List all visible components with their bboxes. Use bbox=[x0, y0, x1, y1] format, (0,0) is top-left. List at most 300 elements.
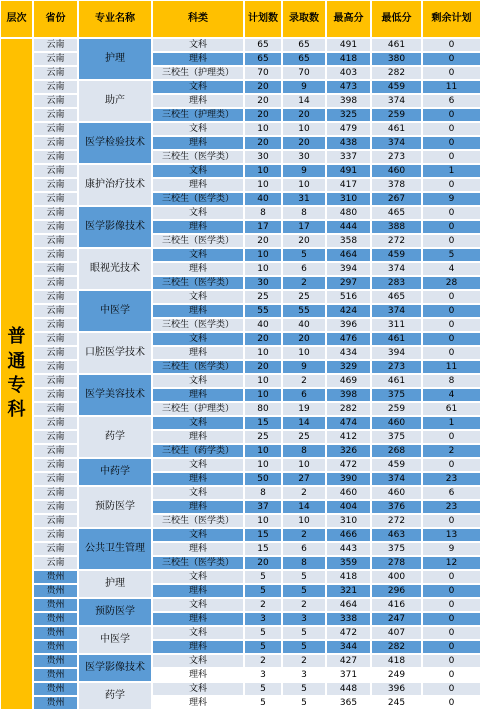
cell-province: 云南 bbox=[33, 164, 78, 178]
cell-remaining: 0 bbox=[422, 234, 481, 248]
cell-major: 药学 bbox=[78, 416, 152, 458]
cell-remaining: 0 bbox=[422, 626, 481, 640]
level-char: 通 bbox=[7, 350, 26, 372]
cell-max: 404 bbox=[326, 500, 371, 514]
cell-max: 398 bbox=[326, 388, 371, 402]
cell-admitted: 19 bbox=[282, 402, 326, 416]
cell-remaining: 4 bbox=[422, 262, 481, 276]
cell-admitted: 5 bbox=[282, 626, 326, 640]
cell-min: 296 bbox=[371, 584, 422, 598]
cell-province: 云南 bbox=[33, 318, 78, 332]
cell-remaining: 5 bbox=[422, 248, 481, 262]
cell-max: 464 bbox=[326, 598, 371, 612]
cell-province: 云南 bbox=[33, 136, 78, 150]
cell-plan: 25 bbox=[244, 430, 282, 444]
cell-admitted: 6 bbox=[282, 262, 326, 276]
cell-province: 云南 bbox=[33, 444, 78, 458]
cell-remaining: 1 bbox=[422, 416, 481, 430]
cell-admitted: 10 bbox=[282, 458, 326, 472]
cell-plan: 20 bbox=[244, 108, 282, 122]
header-admitted: 录取数 bbox=[282, 0, 326, 38]
cell-min: 461 bbox=[371, 38, 422, 52]
cell-admitted: 9 bbox=[282, 80, 326, 94]
cell-max: 398 bbox=[326, 94, 371, 108]
cell-category: 文科 bbox=[152, 332, 244, 346]
cell-province: 云南 bbox=[33, 430, 78, 444]
cell-province: 云南 bbox=[33, 402, 78, 416]
cell-category: 文科 bbox=[152, 486, 244, 500]
header-major: 专业名称 bbox=[78, 0, 152, 38]
cell-major: 预防医学 bbox=[78, 598, 152, 626]
cell-min: 407 bbox=[371, 626, 422, 640]
cell-max: 344 bbox=[326, 640, 371, 654]
cell-max: 321 bbox=[326, 584, 371, 598]
cell-plan: 10 bbox=[244, 164, 282, 178]
cell-province: 云南 bbox=[33, 416, 78, 430]
level-char: 科 bbox=[7, 399, 26, 421]
cell-plan: 15 bbox=[244, 542, 282, 556]
cell-admitted: 6 bbox=[282, 542, 326, 556]
cell-min: 465 bbox=[371, 206, 422, 220]
cell-remaining: 9 bbox=[422, 542, 481, 556]
cell-max: 329 bbox=[326, 360, 371, 374]
cell-admitted: 20 bbox=[282, 108, 326, 122]
cell-remaining: 28 bbox=[422, 276, 481, 290]
cell-plan: 37 bbox=[244, 500, 282, 514]
cell-min: 272 bbox=[371, 234, 422, 248]
cell-admitted: 8 bbox=[282, 206, 326, 220]
cell-plan: 3 bbox=[244, 668, 282, 682]
cell-category: 文科 bbox=[152, 206, 244, 220]
cell-category: 三校生（医学类） bbox=[152, 234, 244, 248]
cell-major: 公共卫生管理 bbox=[78, 528, 152, 570]
cell-admitted: 2 bbox=[282, 374, 326, 388]
header-plan: 计划数 bbox=[244, 0, 282, 38]
cell-category: 理科 bbox=[152, 472, 244, 486]
cell-admitted: 20 bbox=[282, 234, 326, 248]
cell-max: 516 bbox=[326, 290, 371, 304]
cell-category: 理科 bbox=[152, 136, 244, 150]
cell-province: 云南 bbox=[33, 192, 78, 206]
cell-remaining: 0 bbox=[422, 654, 481, 668]
cell-remaining: 0 bbox=[422, 346, 481, 360]
cell-category: 文科 bbox=[152, 458, 244, 472]
cell-plan: 10 bbox=[244, 514, 282, 528]
cell-category: 理科 bbox=[152, 220, 244, 234]
cell-max: 469 bbox=[326, 374, 371, 388]
cell-min: 282 bbox=[371, 66, 422, 80]
cell-remaining: 0 bbox=[422, 458, 481, 472]
cell-plan: 25 bbox=[244, 290, 282, 304]
level-char: 专 bbox=[7, 375, 26, 396]
cell-remaining: 0 bbox=[422, 640, 481, 654]
cell-remaining: 2 bbox=[422, 444, 481, 458]
cell-plan: 10 bbox=[244, 262, 282, 276]
cell-plan: 10 bbox=[244, 122, 282, 136]
cell-max: 418 bbox=[326, 52, 371, 66]
cell-admitted: 65 bbox=[282, 52, 326, 66]
cell-max: 365 bbox=[326, 696, 371, 710]
header-remaining: 剩余计划 bbox=[422, 0, 481, 38]
level-cell bbox=[0, 38, 33, 710]
cell-province: 贵州 bbox=[33, 626, 78, 640]
cell-min: 461 bbox=[371, 374, 422, 388]
cell-remaining: 0 bbox=[422, 108, 481, 122]
cell-major: 医学影像技术 bbox=[78, 206, 152, 248]
cell-max: 491 bbox=[326, 38, 371, 52]
cell-plan: 20 bbox=[244, 556, 282, 570]
cell-province: 云南 bbox=[33, 514, 78, 528]
cell-min: 247 bbox=[371, 612, 422, 626]
cell-province: 云南 bbox=[33, 52, 78, 66]
cell-major: 护理 bbox=[78, 38, 152, 80]
cell-category: 理科 bbox=[152, 304, 244, 318]
cell-plan: 70 bbox=[244, 66, 282, 80]
cell-admitted: 9 bbox=[282, 164, 326, 178]
cell-admitted: 8 bbox=[282, 556, 326, 570]
cell-category: 文科 bbox=[152, 570, 244, 584]
cell-plan: 10 bbox=[244, 374, 282, 388]
cell-min: 375 bbox=[371, 388, 422, 402]
cell-admitted: 3 bbox=[282, 668, 326, 682]
cell-major: 护理 bbox=[78, 570, 152, 598]
cell-max: 448 bbox=[326, 682, 371, 696]
cell-plan: 40 bbox=[244, 318, 282, 332]
cell-admitted: 5 bbox=[282, 696, 326, 710]
cell-min: 394 bbox=[371, 346, 422, 360]
cell-remaining: 12 bbox=[422, 556, 481, 570]
cell-remaining: 1 bbox=[422, 164, 481, 178]
cell-remaining: 0 bbox=[422, 430, 481, 444]
cell-province: 云南 bbox=[33, 556, 78, 570]
cell-plan: 10 bbox=[244, 178, 282, 192]
cell-admitted: 5 bbox=[282, 682, 326, 696]
cell-province: 云南 bbox=[33, 374, 78, 388]
cell-category: 理科 bbox=[152, 612, 244, 626]
cell-remaining: 0 bbox=[422, 206, 481, 220]
cell-province: 云南 bbox=[33, 458, 78, 472]
cell-category: 三校生（医学类） bbox=[152, 192, 244, 206]
header-min: 最低分 bbox=[371, 0, 422, 38]
cell-admitted: 2 bbox=[282, 486, 326, 500]
cell-category: 三校生（医学类） bbox=[152, 276, 244, 290]
cell-remaining: 0 bbox=[422, 52, 481, 66]
cell-max: 460 bbox=[326, 486, 371, 500]
cell-max: 418 bbox=[326, 570, 371, 584]
cell-admitted: 14 bbox=[282, 500, 326, 514]
cell-min: 374 bbox=[371, 304, 422, 318]
cell-major: 医学美容技术 bbox=[78, 374, 152, 416]
cell-category: 文科 bbox=[152, 416, 244, 430]
cell-remaining: 11 bbox=[422, 360, 481, 374]
cell-plan: 2 bbox=[244, 654, 282, 668]
header-max: 最高分 bbox=[326, 0, 371, 38]
cell-province: 贵州 bbox=[33, 654, 78, 668]
cell-admitted: 25 bbox=[282, 430, 326, 444]
cell-province: 云南 bbox=[33, 276, 78, 290]
cell-plan: 5 bbox=[244, 626, 282, 640]
cell-min: 375 bbox=[371, 430, 422, 444]
cell-category: 三校生（护理类） bbox=[152, 402, 244, 416]
cell-province: 贵州 bbox=[33, 584, 78, 598]
cell-category: 三校生（医学类） bbox=[152, 360, 244, 374]
cell-remaining: 0 bbox=[422, 122, 481, 136]
cell-min: 378 bbox=[371, 178, 422, 192]
cell-remaining: 0 bbox=[422, 696, 481, 710]
cell-admitted: 40 bbox=[282, 318, 326, 332]
cell-max: 338 bbox=[326, 612, 371, 626]
cell-remaining: 0 bbox=[422, 570, 481, 584]
cell-major: 医学检验技术 bbox=[78, 122, 152, 164]
cell-plan: 5 bbox=[244, 640, 282, 654]
cell-plan: 15 bbox=[244, 416, 282, 430]
cell-province: 云南 bbox=[33, 332, 78, 346]
cell-min: 267 bbox=[371, 192, 422, 206]
cell-category: 文科 bbox=[152, 626, 244, 640]
cell-admitted: 5 bbox=[282, 248, 326, 262]
cell-max: 464 bbox=[326, 248, 371, 262]
header-category: 科类 bbox=[152, 0, 244, 38]
cell-province: 云南 bbox=[33, 304, 78, 318]
cell-min: 259 bbox=[371, 402, 422, 416]
cell-remaining: 0 bbox=[422, 612, 481, 626]
cell-remaining: 11 bbox=[422, 80, 481, 94]
cell-max: 444 bbox=[326, 220, 371, 234]
cell-province: 云南 bbox=[33, 108, 78, 122]
cell-plan: 20 bbox=[244, 94, 282, 108]
cell-min: 396 bbox=[371, 682, 422, 696]
cell-province: 贵州 bbox=[33, 570, 78, 584]
cell-admitted: 10 bbox=[282, 346, 326, 360]
cell-admitted: 65 bbox=[282, 38, 326, 52]
cell-plan: 5 bbox=[244, 584, 282, 598]
cell-province: 云南 bbox=[33, 206, 78, 220]
cell-admitted: 55 bbox=[282, 304, 326, 318]
cell-min: 273 bbox=[371, 360, 422, 374]
cell-max: 480 bbox=[326, 206, 371, 220]
cell-min: 380 bbox=[371, 52, 422, 66]
cell-admitted: 27 bbox=[282, 472, 326, 486]
cell-plan: 10 bbox=[244, 388, 282, 402]
cell-admitted: 5 bbox=[282, 570, 326, 584]
cell-plan: 10 bbox=[244, 444, 282, 458]
cell-category: 三校生（医学类） bbox=[152, 556, 244, 570]
cell-category: 理科 bbox=[152, 388, 244, 402]
cell-category: 三校生（药学类） bbox=[152, 444, 244, 458]
cell-admitted: 2 bbox=[282, 598, 326, 612]
cell-max: 325 bbox=[326, 108, 371, 122]
cell-min: 459 bbox=[371, 80, 422, 94]
cell-admitted: 31 bbox=[282, 192, 326, 206]
cell-min: 463 bbox=[371, 528, 422, 542]
cell-min: 273 bbox=[371, 150, 422, 164]
cell-admitted: 2 bbox=[282, 528, 326, 542]
cell-min: 461 bbox=[371, 122, 422, 136]
cell-remaining: 23 bbox=[422, 500, 481, 514]
cell-remaining: 9 bbox=[422, 192, 481, 206]
cell-plan: 55 bbox=[244, 304, 282, 318]
cell-plan: 65 bbox=[244, 38, 282, 52]
cell-province: 贵州 bbox=[33, 696, 78, 710]
cell-max: 474 bbox=[326, 416, 371, 430]
cell-admitted: 30 bbox=[282, 150, 326, 164]
cell-min: 249 bbox=[371, 668, 422, 682]
cell-min: 460 bbox=[371, 486, 422, 500]
cell-category: 理科 bbox=[152, 500, 244, 514]
cell-max: 337 bbox=[326, 150, 371, 164]
header-province: 省份 bbox=[33, 0, 78, 38]
cell-admitted: 14 bbox=[282, 94, 326, 108]
cell-plan: 5 bbox=[244, 570, 282, 584]
cell-remaining: 0 bbox=[422, 332, 481, 346]
cell-admitted: 14 bbox=[282, 416, 326, 430]
cell-province: 云南 bbox=[33, 346, 78, 360]
cell-admitted: 2 bbox=[282, 276, 326, 290]
cell-max: 326 bbox=[326, 444, 371, 458]
cell-plan: 20 bbox=[244, 80, 282, 94]
cell-category: 文科 bbox=[152, 164, 244, 178]
cell-category: 三校生（护理类） bbox=[152, 66, 244, 80]
cell-plan: 20 bbox=[244, 234, 282, 248]
cell-plan: 10 bbox=[244, 458, 282, 472]
cell-admitted: 20 bbox=[282, 136, 326, 150]
cell-max: 358 bbox=[326, 234, 371, 248]
cell-category: 理科 bbox=[152, 430, 244, 444]
cell-min: 400 bbox=[371, 570, 422, 584]
cell-plan: 20 bbox=[244, 136, 282, 150]
cell-min: 388 bbox=[371, 220, 422, 234]
cell-category: 文科 bbox=[152, 682, 244, 696]
cell-category: 文科 bbox=[152, 528, 244, 542]
cell-remaining: 0 bbox=[422, 514, 481, 528]
cell-plan: 50 bbox=[244, 472, 282, 486]
cell-major: 口腔医学技术 bbox=[78, 332, 152, 374]
cell-plan: 5 bbox=[244, 696, 282, 710]
cell-category: 文科 bbox=[152, 374, 244, 388]
cell-category: 文科 bbox=[152, 248, 244, 262]
cell-max: 297 bbox=[326, 276, 371, 290]
cell-admitted: 2 bbox=[282, 654, 326, 668]
cell-admitted: 10 bbox=[282, 514, 326, 528]
cell-min: 461 bbox=[371, 332, 422, 346]
cell-plan: 8 bbox=[244, 206, 282, 220]
cell-max: 479 bbox=[326, 122, 371, 136]
cell-remaining: 0 bbox=[422, 38, 481, 52]
cell-remaining: 0 bbox=[422, 584, 481, 598]
cell-province: 云南 bbox=[33, 486, 78, 500]
cell-min: 418 bbox=[371, 654, 422, 668]
cell-province: 云南 bbox=[33, 178, 78, 192]
cell-min: 374 bbox=[371, 94, 422, 108]
cell-min: 460 bbox=[371, 416, 422, 430]
cell-max: 394 bbox=[326, 262, 371, 276]
cell-category: 文科 bbox=[152, 654, 244, 668]
cell-category: 理科 bbox=[152, 52, 244, 66]
cell-max: 359 bbox=[326, 556, 371, 570]
cell-category: 理科 bbox=[152, 668, 244, 682]
cell-province: 云南 bbox=[33, 66, 78, 80]
cell-remaining: 0 bbox=[422, 682, 481, 696]
cell-max: 310 bbox=[326, 192, 371, 206]
cell-remaining: 8 bbox=[422, 374, 481, 388]
cell-major: 中医学 bbox=[78, 290, 152, 332]
cell-remaining: 0 bbox=[422, 178, 481, 192]
cell-province: 云南 bbox=[33, 220, 78, 234]
cell-min: 283 bbox=[371, 276, 422, 290]
cell-category: 三校生（医学类） bbox=[152, 514, 244, 528]
cell-category: 理科 bbox=[152, 262, 244, 276]
cell-max: 472 bbox=[326, 458, 371, 472]
cell-category: 文科 bbox=[152, 38, 244, 52]
cell-plan: 2 bbox=[244, 598, 282, 612]
cell-province: 云南 bbox=[33, 248, 78, 262]
cell-remaining: 61 bbox=[422, 402, 481, 416]
cell-category: 理科 bbox=[152, 178, 244, 192]
cell-remaining: 0 bbox=[422, 66, 481, 80]
cell-remaining: 4 bbox=[422, 388, 481, 402]
cell-max: 473 bbox=[326, 80, 371, 94]
cell-province: 云南 bbox=[33, 472, 78, 486]
cell-admitted: 10 bbox=[282, 178, 326, 192]
cell-province: 云南 bbox=[33, 528, 78, 542]
cell-min: 465 bbox=[371, 290, 422, 304]
cell-max: 427 bbox=[326, 654, 371, 668]
cell-province: 云南 bbox=[33, 290, 78, 304]
cell-plan: 40 bbox=[244, 192, 282, 206]
cell-province: 贵州 bbox=[33, 682, 78, 696]
cell-max: 434 bbox=[326, 346, 371, 360]
cell-min: 416 bbox=[371, 598, 422, 612]
header-level: 层次 bbox=[0, 0, 33, 38]
cell-province: 贵州 bbox=[33, 612, 78, 626]
cell-category: 理科 bbox=[152, 94, 244, 108]
cell-remaining: 0 bbox=[422, 318, 481, 332]
cell-admitted: 3 bbox=[282, 612, 326, 626]
cell-category: 文科 bbox=[152, 80, 244, 94]
cell-admitted: 17 bbox=[282, 220, 326, 234]
cell-major: 眼视光技术 bbox=[78, 248, 152, 290]
cell-min: 259 bbox=[371, 108, 422, 122]
cell-admitted: 25 bbox=[282, 290, 326, 304]
cell-min: 311 bbox=[371, 318, 422, 332]
cell-min: 374 bbox=[371, 136, 422, 150]
cell-plan: 65 bbox=[244, 52, 282, 66]
cell-remaining: 0 bbox=[422, 304, 481, 318]
cell-min: 282 bbox=[371, 640, 422, 654]
cell-plan: 10 bbox=[244, 248, 282, 262]
cell-remaining: 0 bbox=[422, 668, 481, 682]
cell-major: 康护治疗技术 bbox=[78, 164, 152, 206]
cell-max: 396 bbox=[326, 318, 371, 332]
cell-major: 助产 bbox=[78, 80, 152, 122]
cell-province: 云南 bbox=[33, 150, 78, 164]
cell-min: 278 bbox=[371, 556, 422, 570]
cell-plan: 30 bbox=[244, 150, 282, 164]
cell-category: 三校生（医学类） bbox=[152, 150, 244, 164]
cell-admitted: 10 bbox=[282, 122, 326, 136]
cell-plan: 8 bbox=[244, 486, 282, 500]
cell-min: 375 bbox=[371, 542, 422, 556]
cell-plan: 20 bbox=[244, 360, 282, 374]
cell-max: 310 bbox=[326, 514, 371, 528]
cell-category: 理科 bbox=[152, 584, 244, 598]
cell-max: 476 bbox=[326, 332, 371, 346]
cell-province: 云南 bbox=[33, 542, 78, 556]
cell-max: 424 bbox=[326, 304, 371, 318]
cell-major: 中药学 bbox=[78, 458, 152, 486]
cell-admitted: 70 bbox=[282, 66, 326, 80]
cell-min: 459 bbox=[371, 458, 422, 472]
